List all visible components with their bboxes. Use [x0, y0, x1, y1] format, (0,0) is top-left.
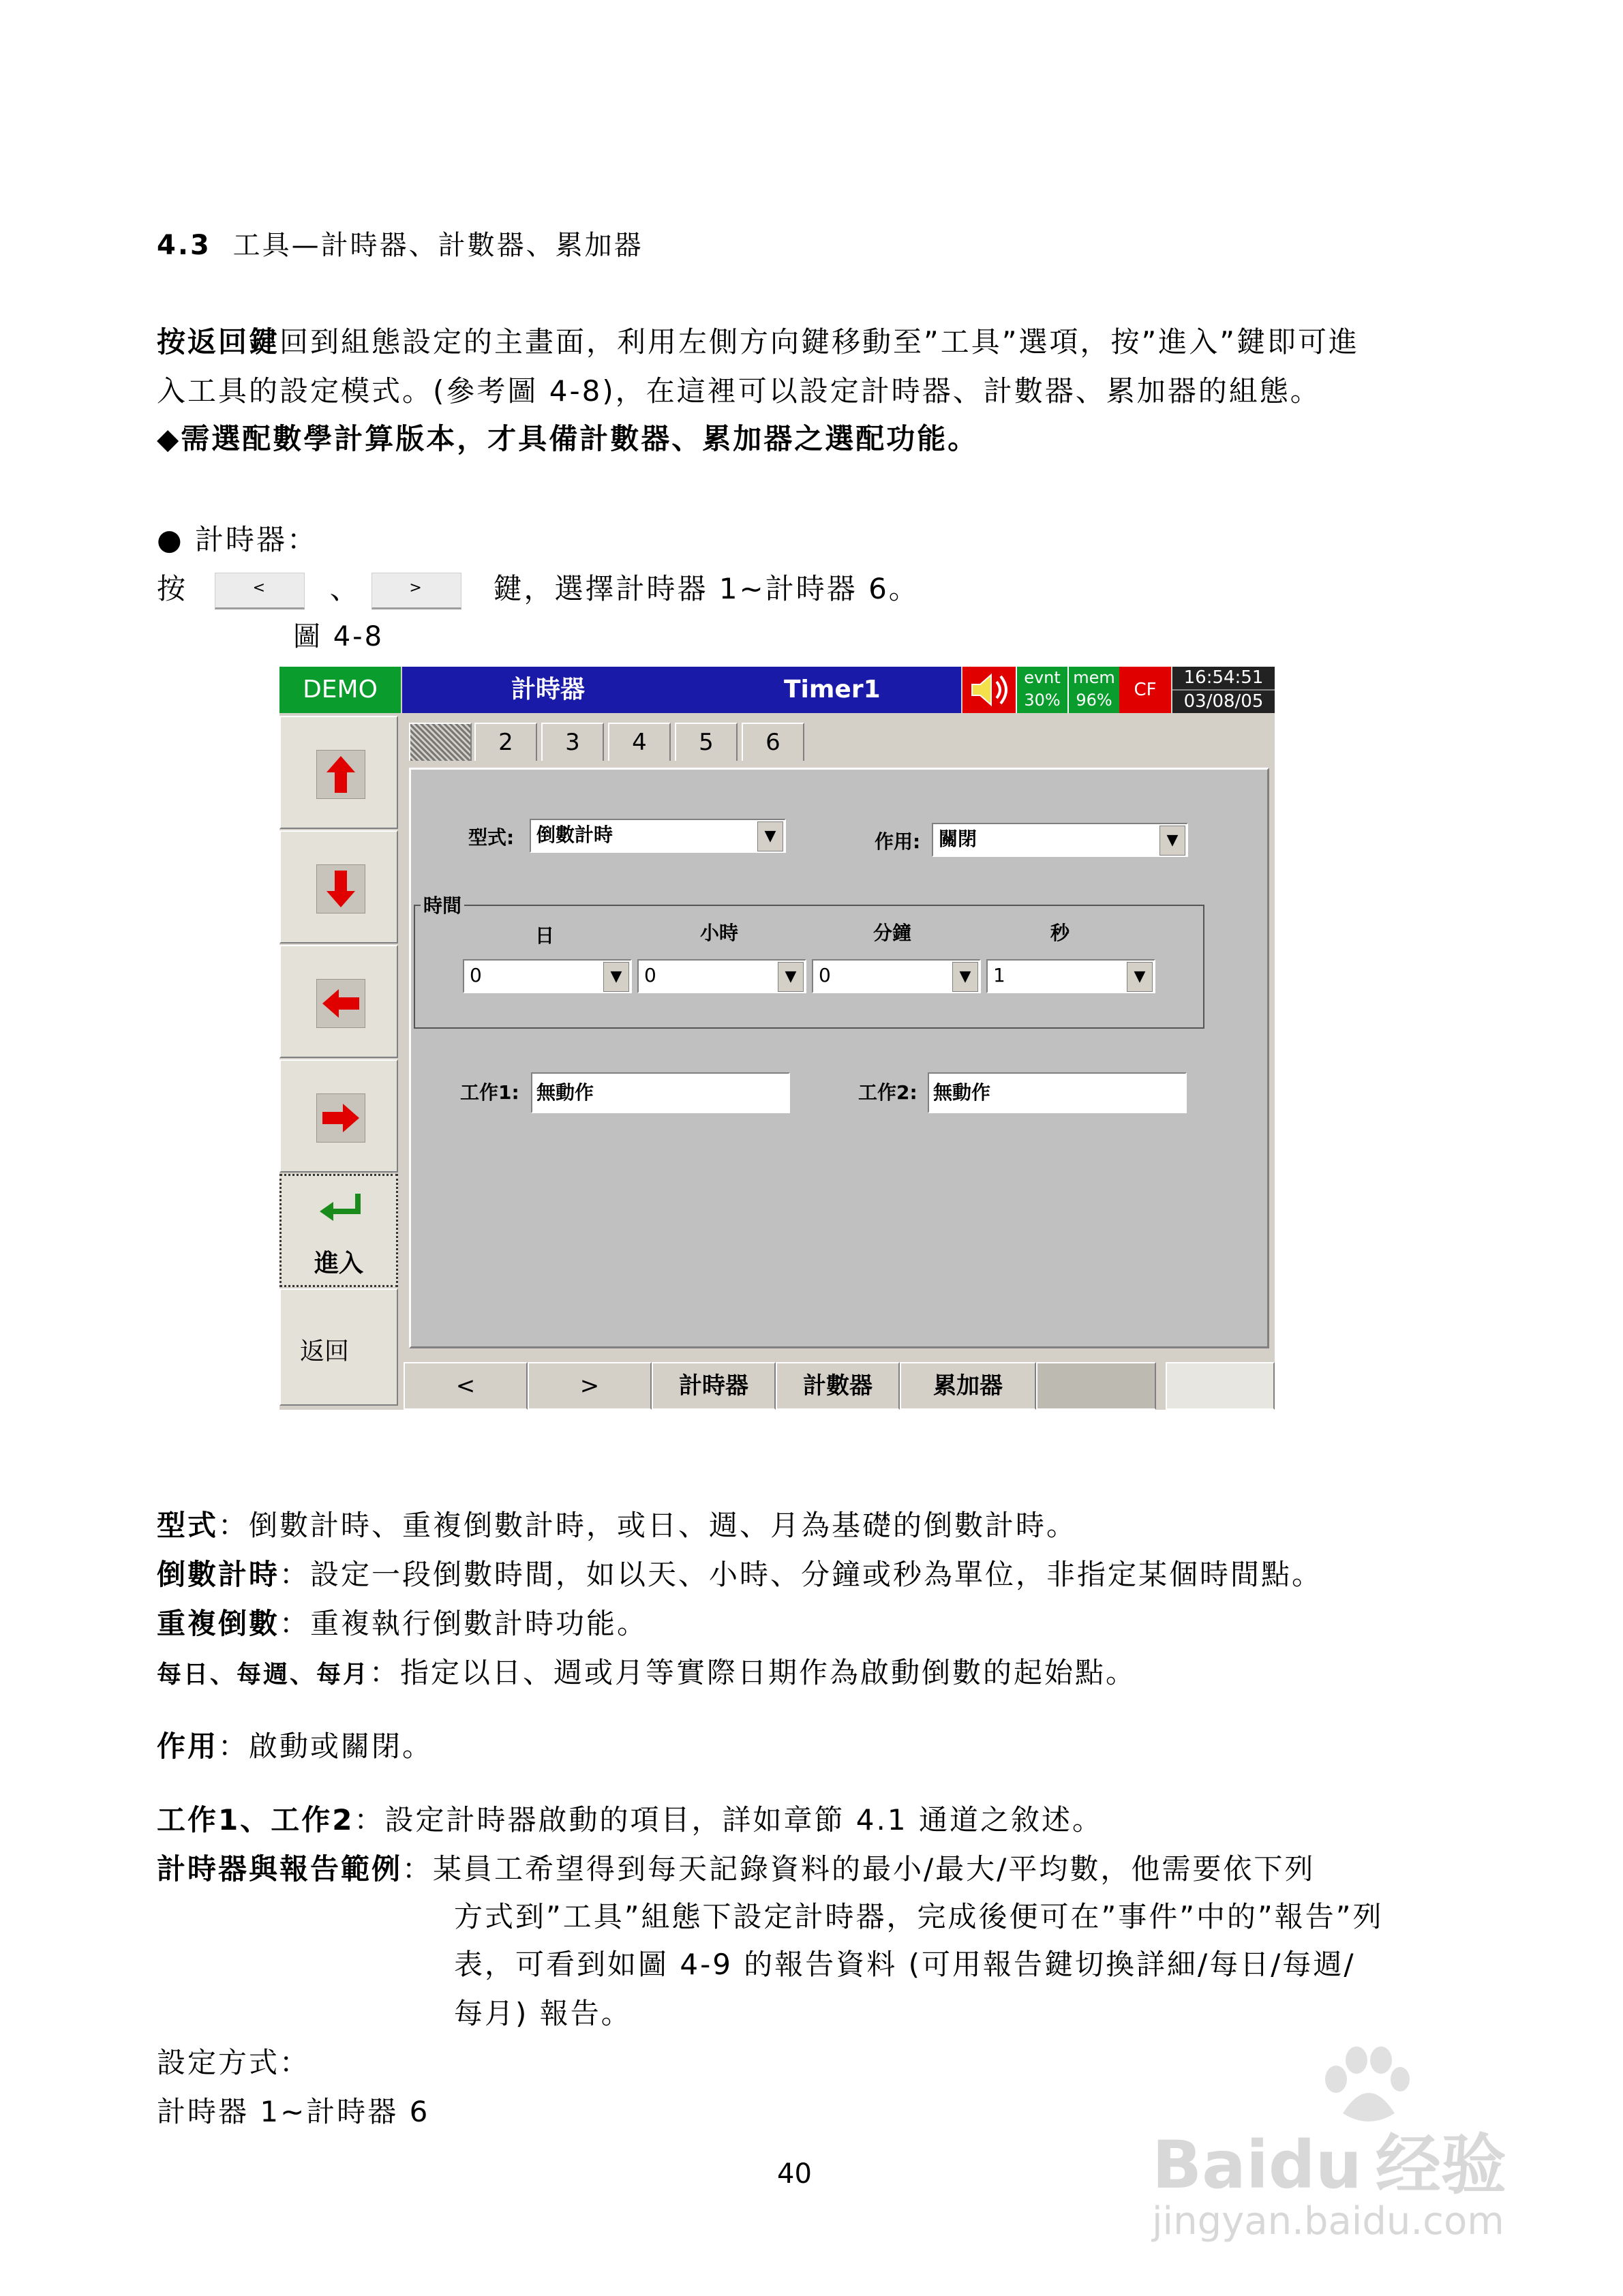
- enter-icon: [314, 1188, 369, 1232]
- desc-countdown: [157, 1554, 1322, 1595]
- baidu-watermark: [1152, 2045, 1588, 2250]
- back-button[interactable]: [279, 1288, 398, 1406]
- event-usage: [1016, 667, 1067, 713]
- timer-screen-screenshot: [279, 667, 1275, 1410]
- event-label: evnt: [1024, 668, 1061, 687]
- period-description: ：指定以日、週或月等實際日期作為啟動倒數的起始點。: [369, 1656, 1137, 1689]
- enter-label: 進入: [314, 1250, 363, 1278]
- counter-button[interactable]: 計數器: [776, 1362, 900, 1410]
- timer-settings-panel: [409, 768, 1269, 1348]
- job-description: ：設定計時器啟動的項目，詳如章節 4.1 通道之敘述。: [354, 1803, 1103, 1837]
- day-select[interactable]: [463, 959, 632, 993]
- tab-2[interactable]: 2: [474, 723, 537, 761]
- desc-period: [157, 1652, 1136, 1695]
- action-term: 作用: [157, 1729, 219, 1763]
- right-arrow-button[interactable]: [279, 1059, 398, 1173]
- job1-field[interactable]: 無動作: [531, 1072, 790, 1113]
- section-number: 4.3: [157, 230, 211, 261]
- figure-label: 圖 4-8: [293, 621, 384, 652]
- second-select[interactable]: [986, 959, 1155, 993]
- section-title: 工具—計時器、計數器、累加器: [232, 230, 643, 261]
- clock: [1172, 667, 1275, 713]
- type-value: 倒數計時: [536, 824, 613, 846]
- timer-range: 計時器 1~計時器 6: [157, 2095, 430, 2128]
- return-key-term: 按返回鍵: [157, 325, 280, 359]
- clock-date: 03/08/05: [1183, 691, 1264, 712]
- left-arrow-button[interactable]: [279, 945, 398, 1058]
- countdown-term: 倒數計時: [157, 1558, 280, 1591]
- left-arrow-icon: [316, 979, 365, 1028]
- cf-card-indicator: CF: [1119, 667, 1171, 713]
- period-term: 每日、每週、每月: [157, 1661, 370, 1689]
- second-label: 秒: [1050, 922, 1070, 944]
- next-key-button[interactable]: >: [371, 573, 461, 609]
- speaker-icon[interactable]: [962, 667, 1016, 713]
- example-line-3: 表，可看到如圖 4-9 的報告資料 (可用報告鍵切換詳細/每日/每週/: [454, 1948, 1356, 1981]
- job2-label: 工作2:: [858, 1081, 917, 1104]
- time-group: [414, 894, 1204, 1029]
- memory-usage: [1067, 667, 1119, 713]
- intro-line-1-text: 回到組態設定的主畫面，利用左側方向鍵移動至”工具”選項，按”進入”鍵即可進: [279, 325, 1360, 359]
- second-value: 1: [993, 964, 1005, 986]
- tab-5[interactable]: 5: [675, 723, 738, 761]
- timer-button[interactable]: 計時器: [652, 1362, 776, 1410]
- day-label: 日: [535, 924, 555, 947]
- key-separator: 、: [329, 572, 361, 605]
- brand-cn-text: 经验: [1375, 2127, 1506, 2203]
- action-description: ：啟動或關閉。: [218, 1729, 434, 1763]
- right-arrow-icon: [316, 1093, 365, 1143]
- hour-label: 小時: [700, 922, 739, 944]
- blank-button-2: [1166, 1362, 1275, 1410]
- action-label: 作用:: [875, 830, 921, 853]
- tab-6[interactable]: 6: [742, 723, 804, 761]
- hour-select[interactable]: [637, 959, 806, 993]
- tab-4[interactable]: 4: [608, 723, 671, 761]
- type-term: 型式: [157, 1509, 219, 1542]
- clock-time: 16:54:51: [1172, 667, 1275, 691]
- action-value: 關閉: [939, 828, 977, 850]
- timer-select-line: [157, 569, 920, 609]
- press-prefix: 按: [157, 572, 188, 605]
- down-arrow-button[interactable]: [279, 830, 398, 943]
- memory-label: mem: [1073, 668, 1115, 687]
- event-value: 30%: [1024, 691, 1061, 710]
- brand-text: Baidu: [1152, 2127, 1362, 2203]
- screen-title: 計時器: [511, 676, 586, 704]
- type-description: ：倒數計時、重複倒數計時，或日、週、月為基礎的倒數計時。: [218, 1509, 1078, 1542]
- prev-key-button[interactable]: <: [215, 573, 305, 609]
- job-term: 工作1、工作2: [157, 1803, 354, 1837]
- type-select[interactable]: [530, 819, 786, 853]
- minute-select[interactable]: [812, 959, 981, 993]
- option-note: ◆需選配數學計算版本，才具備計數器、累加器之選配功能。: [157, 422, 979, 455]
- minute-label: 分鐘: [873, 922, 912, 944]
- example-line-4: 每月) 報告。: [454, 1997, 632, 2030]
- down-arrow-icon: [316, 864, 365, 913]
- section-heading: [157, 225, 643, 266]
- chevron-down-icon: ▼: [952, 962, 978, 992]
- screen-title-bar: [402, 667, 961, 713]
- enter-button[interactable]: [279, 1174, 398, 1287]
- setting-method: 設定方式：: [157, 2046, 311, 2079]
- chevron-down-icon: ▼: [757, 821, 783, 851]
- accumulator-button[interactable]: 累加器: [900, 1362, 1036, 1410]
- example-line-1: ：某員工希望得到每天記錄資料的最小/最大/平均數，他需要依下列: [402, 1852, 1316, 1886]
- time-group-label: 時間: [421, 891, 464, 918]
- back-label: 返回: [300, 1338, 350, 1365]
- repeat-term: 重複倒數: [157, 1607, 280, 1640]
- example-line-2: 方式到”工具”組態下設定計時器，完成後便可在”事件”中的”報告”列: [454, 1900, 1384, 1933]
- repeat-description: ：重複執行倒數計時功能。: [279, 1607, 648, 1640]
- tab-3[interactable]: 3: [541, 723, 604, 761]
- timer-heading: ● 計時器：: [157, 523, 318, 556]
- intro-line-1: [157, 322, 1359, 363]
- chevron-down-icon: ▼: [603, 962, 629, 992]
- tab-1[interactable]: [409, 723, 472, 761]
- up-arrow-icon: [316, 750, 365, 799]
- chevron-down-icon: ▼: [1159, 826, 1185, 856]
- desc-repeat: [157, 1603, 648, 1644]
- up-arrow-button[interactable]: [279, 716, 398, 829]
- desc-action: [157, 1726, 433, 1767]
- watermark-url: jingyan.baidu.com: [1152, 2199, 1504, 2244]
- countdown-description: ：設定一段倒數時間，如以天、小時、分鐘或秒為單位，非指定某個時間點。: [279, 1558, 1323, 1591]
- memory-value: 96%: [1076, 691, 1112, 710]
- prev-button[interactable]: <: [404, 1362, 528, 1410]
- blank-button-1: [1036, 1362, 1156, 1410]
- minute-value: 0: [819, 964, 831, 986]
- desc-type: [157, 1505, 1077, 1546]
- intro-line-2: 入工具的設定模式。(參考圖 4-8)，在這裡可以設定計時器、計數器、累加器的組態。: [157, 374, 1321, 408]
- action-select[interactable]: [932, 823, 1188, 857]
- desc-example-l1: [157, 1849, 1315, 1890]
- chevron-down-icon: ▼: [778, 962, 804, 992]
- example-term: 計時器與報告範例: [157, 1852, 403, 1886]
- screen-subtitle: Timer1: [784, 676, 881, 704]
- timer-select-suffix: 鍵，選擇計時器 1~計時器 6。: [493, 572, 920, 605]
- job2-field[interactable]: 無動作: [928, 1072, 1187, 1113]
- watermark-brand: [1152, 2113, 1506, 2207]
- job1-label: 工作1:: [460, 1081, 519, 1104]
- page-number: 40: [777, 2158, 812, 2190]
- day-value: 0: [470, 964, 482, 986]
- chevron-down-icon: ▼: [1127, 962, 1153, 992]
- type-label: 型式:: [468, 826, 515, 849]
- desc-job: [157, 1800, 1103, 1841]
- hour-value: 0: [644, 964, 656, 986]
- next-button[interactable]: >: [528, 1362, 652, 1410]
- demo-badge: DEMO: [279, 667, 401, 713]
